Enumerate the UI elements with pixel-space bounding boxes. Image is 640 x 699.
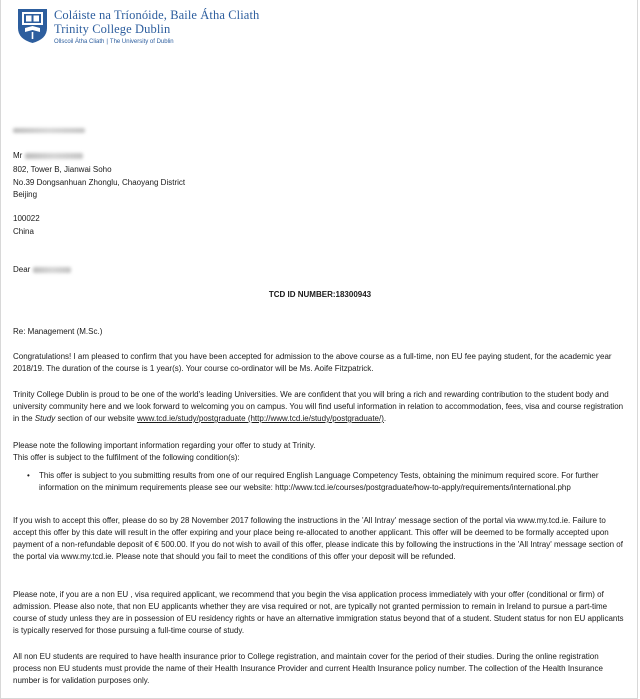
paragraph-visa: Please note, if you are a non EU , visa required applicant, we recommend that you begin the visa application process immediately with your offer (conditional or firm) of admission. Please also note, that non EU applicants whether they are visa required or not, are typically not granted permission to remain in Ireland to pursue a part-time course of study unless they are in possession of EU residency rights or have an alternative immigration status beyond that of a student. Student status for non EU applicants is typically reserved for those pursuing a full-time course of study. bbox=[13, 590, 624, 635]
list-item: • This offer is subject to you submitting results from one of our required English Language Competency Tests, obtaining the minimum required score. For further information on the minimum requirements please see our website: http://www.tcd.ie/courses/postgraduate/how-to-apply/requirements/international.php bbox=[39, 470, 627, 493]
subject-line: Re: Management (M.Sc.) bbox=[13, 327, 103, 336]
institution-wordmark bbox=[54, 8, 259, 47]
paragraph-university-intro: Trinity College Dublin is proud to be one of the world's leading Universities. We are confident that you will bring a rich and rewarding contribution to the student body and university community here and we look forward to welcoming you on campus. You will find useful information in relation to accommodation, fees, visa and course registration in the Study section of our website www.tcd.ie/study/postgraduate (http://www.tcd.ie/study/postgraduate/). bbox=[13, 390, 624, 423]
condition-intro-line: This offer is subject to the fulfilment of the following condition(s): bbox=[13, 453, 240, 462]
redacted-greeting-name bbox=[33, 267, 71, 273]
institution-subtitle: Ollscoil Átha Cliath | The University of Dublin bbox=[54, 39, 174, 45]
institution-name-english: Trinity College Dublin bbox=[54, 22, 171, 36]
address-line-1: 802, Tower B, Jianwai Soho bbox=[13, 165, 112, 174]
redacted-name bbox=[25, 153, 83, 159]
paragraph-acceptance: If you wish to accept this offer, please do so by 28 November 2017 following the instructions in the 'All Intray' message section of the portal via www.my.tcd.ie. Failure to accept this offer by this date will result in the offer expiring and your place being re-allocated to another applicant. This offer will be deemed to be formally accepted upon payment of a non-refundable deposit of € 500.00. If you do not wish to avail of this offer, please indicate this by following the instructions in the 'All Intray' message section of the portal via www.my.tcd.ie. Please note that should you fail to meet the conditions of this offer your deposit will be refunded. bbox=[13, 516, 623, 561]
address-postcode: 100022 bbox=[13, 214, 40, 223]
redacted-reference bbox=[13, 128, 85, 133]
recipient-name: Mr bbox=[13, 150, 83, 162]
address-line-3: Beijing bbox=[13, 190, 38, 199]
trinity-crest-icon bbox=[17, 8, 48, 44]
paragraph-health-insurance: All non EU students are required to have health insurance prior to College registration, and maintain cover for the period of their studies. During the online registration process non EU students must provide the name of their Health Insurance Provider and current Health Insurance policy number. The collection of the Health Insurance number is for validation purposes only. bbox=[13, 652, 603, 685]
institution-name-irish: Coláiste na Tríonóide, Baile Átha Cliath bbox=[54, 8, 260, 22]
important-info-line: Please note the following important information regarding your offer to study at Trinity. bbox=[13, 441, 316, 450]
greeting: Dear bbox=[13, 264, 71, 276]
conditions-list bbox=[13, 470, 627, 493]
study-postgraduate-link[interactable]: www.tcd.ie/study/postgraduate (http://www.tcd.ie/study/postgraduate/) bbox=[137, 414, 384, 423]
address-country: China bbox=[13, 227, 34, 236]
tcd-id-number: TCD ID NUMBER:18300943 bbox=[268, 290, 372, 299]
address-line-2: No.39 Dongsanhuan Zhonglu, Chaoyang District bbox=[13, 178, 186, 187]
paragraph-congratulations: Congratulations! I am pleased to confirm that you have been accepted for admission to the above course as a full-time, non EU fee paying student, for the academic year 2018/19. The duration of the course is 1 year(s). Your course co-ordinator will be Ms. Aoife Fitzpatrick. bbox=[13, 352, 612, 373]
